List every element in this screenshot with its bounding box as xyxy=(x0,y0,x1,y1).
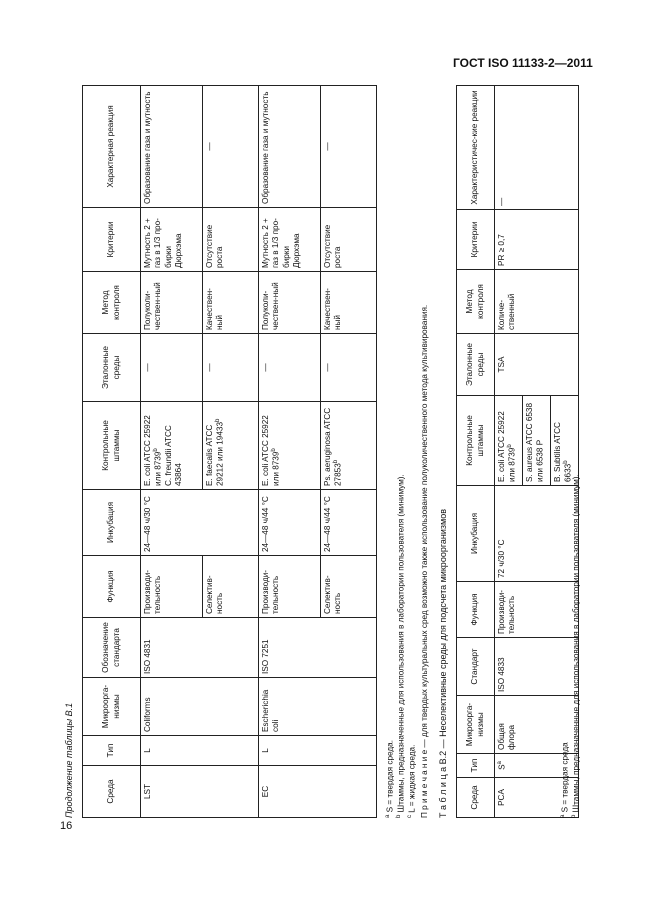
col-reaction: Характерная реакция xyxy=(83,86,141,208)
table-b2 xyxy=(456,85,579,818)
col-method: Метод контроля xyxy=(83,272,141,334)
table1-footnote-a: $^a$ S = твердая среда. xyxy=(385,739,395,818)
col-ref-media: Эталонные среды xyxy=(83,334,141,402)
col-type: Тип xyxy=(83,736,141,766)
col-medium: Среда xyxy=(457,778,495,818)
col-organisms: Микроорга-низмы xyxy=(83,678,141,736)
table2-header-row xyxy=(457,86,495,818)
table1-footnote-b: $^b$ Штаммы, предназначенные для использования в лаборатории пользователя (минимум). xyxy=(396,474,406,818)
col-standard: Стандарт xyxy=(457,638,495,696)
table-row: Селектив-ность 24—48 ч/44 °C Ps. aeruginosa ATCC 27853$^b$ — Качествен-ный Отсутствие роста — xyxy=(321,86,377,818)
col-medium: Среда xyxy=(83,766,141,818)
table-row: Селектив-ность E. faecalis ATCC 29212 или 19433$^b$ — Качествен-ный Отсутствие роста — xyxy=(203,86,259,818)
col-strains: Контрольные штаммы xyxy=(83,402,141,490)
col-criteria: Критерии xyxy=(83,208,141,272)
table2-footnote-b: $^b$ Штаммы, предназначенные для использования в лаборатории пользователя (минимум). xyxy=(571,474,581,818)
col-incubation: Инкубация xyxy=(457,486,495,582)
col-reaction: Характеристичес-кие реакции xyxy=(457,86,495,210)
table2-caption: Т а б л и ц а В.2 — Неселективные среды для подсчета микроорганизмов xyxy=(438,508,448,818)
col-organisms: Микроорга-низмы xyxy=(457,696,495,754)
table-row: S. aureus ATCC 6538 или 6538 P xyxy=(523,86,551,818)
col-type: Тип xyxy=(457,754,495,778)
col-strains: Контрольные штаммы xyxy=(457,396,495,486)
col-function: Функция xyxy=(83,556,141,618)
rotated-page-content xyxy=(60,86,583,818)
table-row: B. Subtilis ATCC 6633$^b$ xyxy=(551,86,579,818)
col-method: Метод контроля xyxy=(457,270,495,334)
page-number: 16 xyxy=(60,820,73,832)
col-incubation: Инкубация xyxy=(83,490,141,556)
table1-footnote-c: $^c$ L = жидкая среда. xyxy=(407,744,417,818)
table1-remark: П р и м е ч а н и е — для твердых культуральных сред возможно также использование полуколичественного метода культивирования. xyxy=(420,304,429,818)
table1-header-row xyxy=(83,86,141,818)
table-row: PCA $S^a$ Общая флора ISO 4833 Производи-тельность 72 ч/30 °C E. coli ATCC 25922 или 8739$^b$ TSA Количе-ственный PR ≥ 0,7 — xyxy=(495,86,523,818)
table1-caption: Продолжение таблицы B.1 xyxy=(64,702,74,818)
table-row: EC L Escherichia coli ISO 7251 Производи-тельность 24—48 ч/44 °C E. coli ATCC 25922 или 8739$^b$ — Полуколи-чествен-ный Мутность 2 + газ в 1/3 про-бирки Дюрхэма Образование газа и мутность xyxy=(259,86,321,818)
col-criteria: Критерии xyxy=(457,210,495,270)
document-header: ГОСТ ISO 11133-2—2011 xyxy=(453,56,593,70)
col-function: Функция xyxy=(457,582,495,638)
table2-footnote-a: $^a$ S = твердая среда xyxy=(560,742,570,818)
col-standard: Обозначение стандарта xyxy=(83,618,141,678)
table-row: LST L Coliforms ISO 4831 Производи-тельность 24—48 ч/30 °C E. coli ATCC 25922 или 8739$^b$ C. freundii ATCC 43864 — Полуколи-чествен-ный Мутность 2 + газ в 1/3 про-бирки Дюрхэма Образование газа и мутность xyxy=(141,86,203,818)
table-b1-continuation xyxy=(82,85,377,818)
col-ref-media: Эталонные среды xyxy=(457,334,495,396)
